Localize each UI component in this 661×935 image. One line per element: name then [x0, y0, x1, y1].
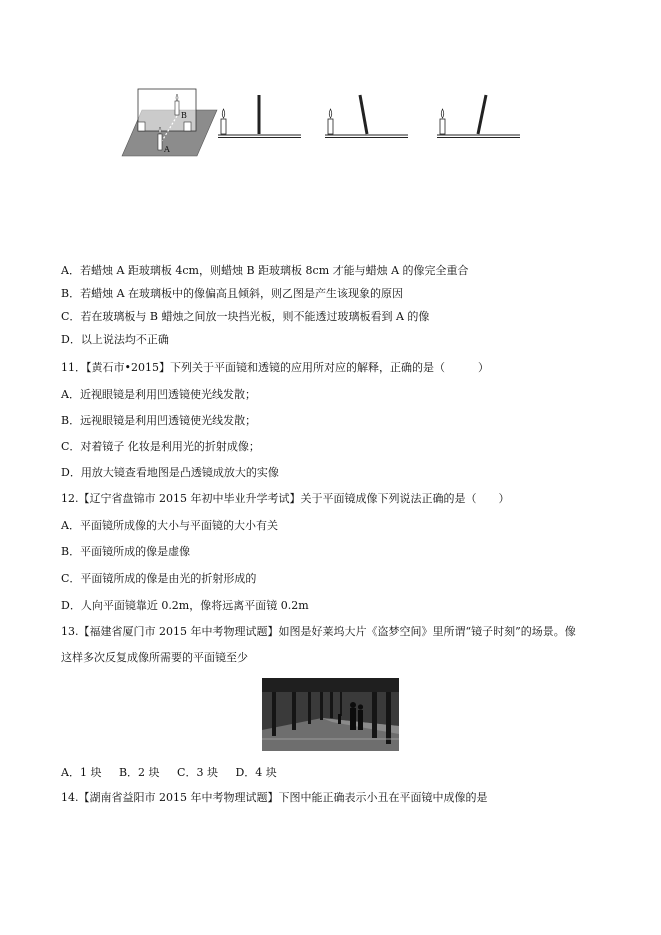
- q12-option-d: D．人向平面镜靠近 0.2m，像将远离平面镜 0.2m: [61, 599, 309, 612]
- tilted-plate-figure-2: [432, 92, 524, 140]
- q12-stem: 12.【辽宁省盘锦市 2015 年初中毕业升学考试】关于平面镜成像下列说法正确的是（ ）: [61, 492, 510, 505]
- candle-a: [158, 134, 162, 150]
- q13-option-a: A．1 块: [61, 766, 102, 779]
- candle-b: [184, 122, 191, 131]
- glass-plate: [478, 95, 486, 134]
- flame: [441, 109, 444, 118]
- q12-option-a: A．平面镜所成像的大小与平面镜的大小有关: [61, 519, 278, 532]
- label-a: A: [164, 145, 170, 154]
- candle: [221, 119, 226, 134]
- q13-option-c: C．3 块: [177, 766, 218, 779]
- flame-a: [159, 127, 161, 134]
- q13-option-b: B．2 块: [118, 766, 160, 779]
- q11-option-c: C．对着镜子 化妆是利用光的折射成像；: [61, 440, 260, 453]
- candle: [328, 119, 333, 134]
- movie-scene-photo: [262, 678, 399, 751]
- q10-option-d: D．以上说法均不正确: [61, 333, 169, 346]
- q10-option-b: B．若蜡烛 A 在玻璃板中的像偏高且倾斜，则乙图是产生该现象的原因: [61, 287, 404, 300]
- q10-option-c: C．若在玻璃板与 B 蜡烛之间放一块挡光板，则不能透过玻璃板看到 A 的像: [61, 310, 430, 323]
- q12-option-b: B．平面镜所成的像是虚像: [61, 545, 191, 558]
- q11-option-b: B．远视眼镜是利用凹透镜使光线发散；: [61, 414, 257, 427]
- flame: [222, 109, 225, 118]
- glass-plate: [360, 95, 367, 134]
- label-b: B: [181, 111, 187, 120]
- q13-options: [61, 764, 291, 780]
- q11-option-d: D．用放大镜查看地图是凸透镜成放大的实像: [61, 466, 279, 479]
- vertical-plate-figure: [213, 92, 305, 140]
- q12-option-c: C．平面镜所成的像是由光的折射形成的: [61, 572, 257, 585]
- candle-left: [138, 122, 145, 131]
- candle: [440, 119, 445, 134]
- q10-option-a: A．若蜡烛 A 距玻璃板 4cm，则蜡烛 B 距玻璃板 8cm 才能与蜡烛 A 的像完全重合: [61, 264, 469, 277]
- flame-image: [176, 94, 178, 101]
- q13-stem-line1: 13.【福建省厦门市 2015 年中考物理试题】如图是好莱坞大片《盗梦空间》里所谓“镜子时刻”的场景。像: [61, 625, 576, 638]
- q13-option-d: D．4 块: [235, 766, 277, 779]
- q14-stem: 14.【湖南省益阳市 2015 年中考物理试题】下图中能正确表示小丑在平面镜中成像的是: [61, 791, 488, 804]
- candle-image: [175, 101, 179, 115]
- flame: [329, 109, 332, 118]
- tilted-plate-figure-1: [320, 92, 412, 140]
- q11-stem: 11．【黄石市•2015】下列关于平面镜和透镜的应用所对应的解释，正确的是（ ）: [61, 361, 489, 374]
- q13-stem-line2: 这样多次反复成像所需要的平面镜至少: [61, 651, 248, 664]
- experiment-figure: [120, 86, 220, 160]
- q11-option-a: A．近视眼镜是利用凹透镜使光线发散；: [61, 388, 256, 401]
- movie-scene-image: [262, 678, 399, 751]
